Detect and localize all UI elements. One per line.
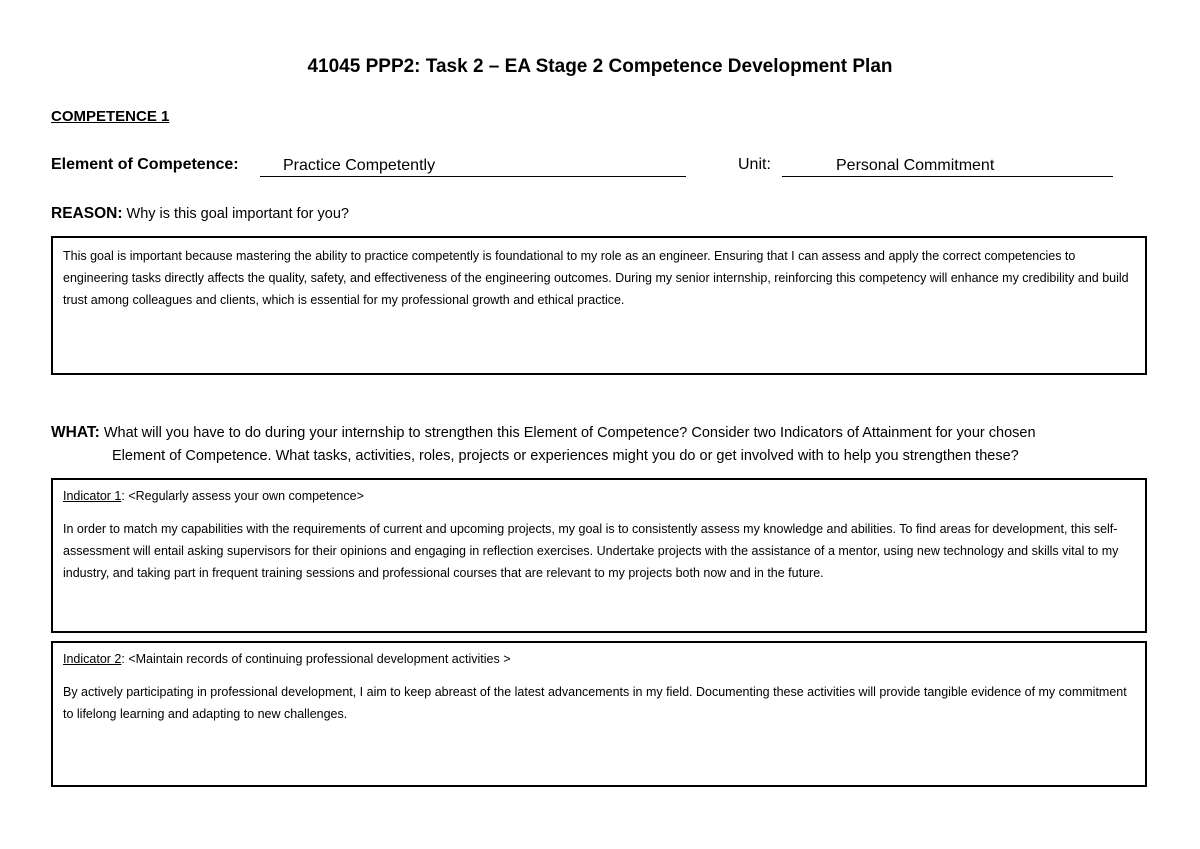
indicator-1-header	[63, 485, 1135, 507]
reason-question: Why is this goal important for you?	[126, 206, 349, 222]
indicator-1-box[interactable]	[51, 478, 1147, 633]
indicator-2-text: By actively participating in professional development, I aim to keep abreast of the latest advancements in my field. Documenting these activities will provide tangible evidence of my commitment to lifelong learning and adapting to new challenges.	[63, 685, 1127, 721]
indicator-1-name: Indicator 1	[63, 489, 122, 503]
indicator-1-text: In order to match my capabilities with the requirements of current and upcoming projects, my goal is to consistently assess my knowledge and abilities. To find areas for development, this self-assessment will entail asking supervisors for their opinions and engaging in reflection exercises. Undertake projects with the assistance of a mentor, using new technology and skills vital to my industry, and taking part in frequent training sessions and professional courses that are relevant to my projects both now and in the future.	[63, 522, 1119, 580]
what-prompt	[51, 421, 1151, 468]
reason-label: REASON:	[51, 205, 123, 222]
what-label: WHAT:	[51, 424, 100, 441]
indicator-1-colon: :	[121, 489, 125, 503]
indicator-2-box[interactable]	[51, 641, 1147, 787]
element-label: Element of Competence:	[51, 156, 239, 173]
unit-value-field[interactable]: Personal Commitment	[782, 156, 1113, 177]
what-question-line1: What will you have to do during your internship to strengthen this Element of Competence? Consider two Indicators of Attainment for your chosen	[103, 425, 1036, 441]
indicator-2-title: <Maintain records of continuing professional development activities >	[128, 652, 511, 666]
document-title: 41045 PPP2: Task 2 – EA Stage 2 Competence Development Plan	[307, 56, 893, 77]
indicator-1-title: <Regularly assess your own competence>	[128, 489, 364, 503]
unit-label: Unit:	[738, 156, 771, 173]
indicator-2-name: Indicator 2	[63, 652, 122, 666]
indicator-2-colon: :	[121, 652, 125, 666]
reason-answer-text: This goal is important because mastering the ability to practice competently is foundational to my role as an engineer. Ensuring that I can assess and apply the correct competencies to engineering tasks directly affects the quality, safety, and effectiveness of the engineering outcomes. During my senior internship, reinforcing this competency will enhance my credibility and build trust among colleagues and clients, which is essential for my professional growth and ethical practice.	[63, 249, 1129, 307]
reason-answer-box[interactable]	[51, 236, 1147, 375]
competence-heading: COMPETENCE 1	[51, 108, 170, 125]
element-value-field[interactable]: Practice Competently	[260, 156, 686, 177]
indicator-2-header	[63, 648, 1135, 670]
what-question-line2: Element of Competence. What tasks, activities, roles, projects or experiences might you do or get involved with to help you strengthen these?	[112, 448, 1019, 464]
reason-prompt	[51, 205, 349, 223]
